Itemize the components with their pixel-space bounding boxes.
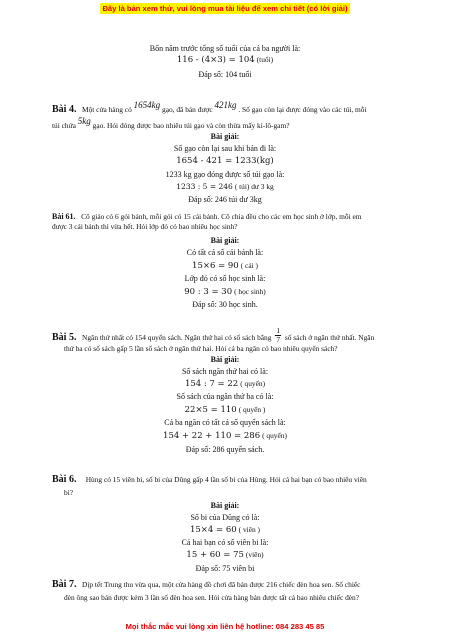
bai5-line2: Số sách của ngăn thứ ba có là:: [176, 392, 274, 401]
bai4-problem: Bài 4. Một cửa hàng có 1654kg gạo, đã bán được 421kg . Số gạo còn lại được đóng vào các túi, mỗi: [52, 100, 367, 115]
bai7-problem: Bài 7. Dịp tết Trung thu vừa qua, một cửa hàng đồ chơi đã bán được 216 chiếc đèn hoa sen. Số chiếc: [52, 579, 361, 590]
bai61-problem-line2: được 3 cái bánh thì vừa hết. Hỏi lớp đó có bao nhiêu học sinh?: [52, 222, 238, 231]
bai4-calc2: 1233 : 5 = 246 ( túi) dư 3 kg: [176, 182, 274, 191]
bai5-calc3: 154 + 22 + 110 = 286 ( quyển): [163, 431, 287, 441]
bai6-line2: Cả hai bạn có số viên bi là:: [181, 538, 269, 547]
bai61-problem: Bài 61. Cô giáo có 6 gói bánh, mỗi gói có 15 cái bánh. Cô chia đều cho các em học sinh ở lớp, mỗi em: [52, 212, 362, 221]
bai6-problem-line2: bi?: [64, 488, 74, 497]
bai61-answer: Đáp số: 30 học sinh.: [192, 300, 258, 309]
bai5-heading: Bài giải:: [210, 355, 240, 364]
bai61-calc2: 90 : 3 = 30 ( học sinh): [184, 287, 266, 297]
preview-banner: Đây là bản xem thử, vui lòng mua tài liệu để xem chi tiết (có lời giải): [102, 4, 348, 13]
bai6-calc2: 15 + 60 = 75 (viên): [186, 550, 264, 560]
prev-answer: Đáp số: 104 tuổi: [198, 70, 252, 79]
bai6-answer: Đáp số: 75 viên bi: [195, 564, 255, 573]
bai7-problem-line2: đèn ông sao bán được kém 3 lần số đèn hoa sen. Hỏi cửa hàng bán được tất cả bao nhiêu chiếc đèn?: [64, 593, 360, 602]
bai4-problem-line2: túi chứa 5kg gạo. Hỏi đóng được bao nhiêu túi gạo và còn thừa mấy ki-lô-gam?: [52, 116, 290, 130]
bai4-heading: Bài giải:: [210, 132, 240, 141]
bai61-calc1: 15×6 = 90 ( cái ): [192, 261, 258, 271]
bai4-line1: Số gạo còn lại sau khi bán đi là:: [173, 144, 277, 153]
bai5-calc1: 154 : 7 = 22 ( quyển): [184, 379, 266, 389]
bai6-calc1: 15×4 = 60 ( viên ): [189, 525, 261, 535]
bai61-line1: Có tất cả số cái bánh là:: [186, 248, 264, 257]
bai5-calc2: 22×5 = 110 ( quyển ): [184, 405, 266, 415]
bai6-line1: Số bi của Dũng có là:: [190, 513, 260, 522]
bai4-answer: Đáp số: 246 túi dư 3kg: [188, 195, 262, 204]
bai61-line2: Lớp đó có số học sinh là:: [184, 274, 266, 283]
bai61-heading: Bài giải:: [210, 236, 240, 245]
bai5-problem: Bài 5. Ngăn thứ nhất có 154 quyển sách. Ngăn thứ hai có số sách bằng $\frac{1}{7}$ số sách ở ngăn thứ nhất. Ngăn: [52, 326, 375, 344]
bai5-line1: Số sách ngăn thứ hai có là:: [181, 367, 269, 376]
bai5-problem-line2: thứ ba có số sách gấp 5 lần số sách ở ngăn thứ hai. Hỏi cả ba ngăn có bao nhiêu quyển sách?: [64, 344, 338, 353]
bai4-line2: 1233 kg gạo đóng được số túi gạo là:: [165, 170, 285, 179]
fraction: $\frac{1}{7}$: [276, 326, 281, 344]
bai6-heading: Bài giải:: [210, 501, 240, 510]
bai5-answer: Đáp số: 286 quyển sách.: [185, 445, 265, 454]
prev-line: Bốn năm trước tổng số tuổi của cả ba người là:: [149, 44, 301, 53]
hotline-banner: Mọi thắc mắc vui lòng xin liên hệ hotline: 084 283 45 85: [125, 622, 325, 631]
bai4-calc1: 1654 - 421 = 1233(kg): [176, 156, 274, 166]
bai5-line3: Cả ba ngăn có tất cả số quyển sách là:: [164, 418, 286, 427]
bai6-problem: Bài 6. Hùng có 15 viên bi, số bi của Dũng gấp 4 lần số bi của Hùng. Hỏi cả hai bạn có bao nhiêu viên: [52, 474, 367, 485]
prev-calc: 116 - (4×3) = 104 (tuổi): [176, 55, 274, 65]
